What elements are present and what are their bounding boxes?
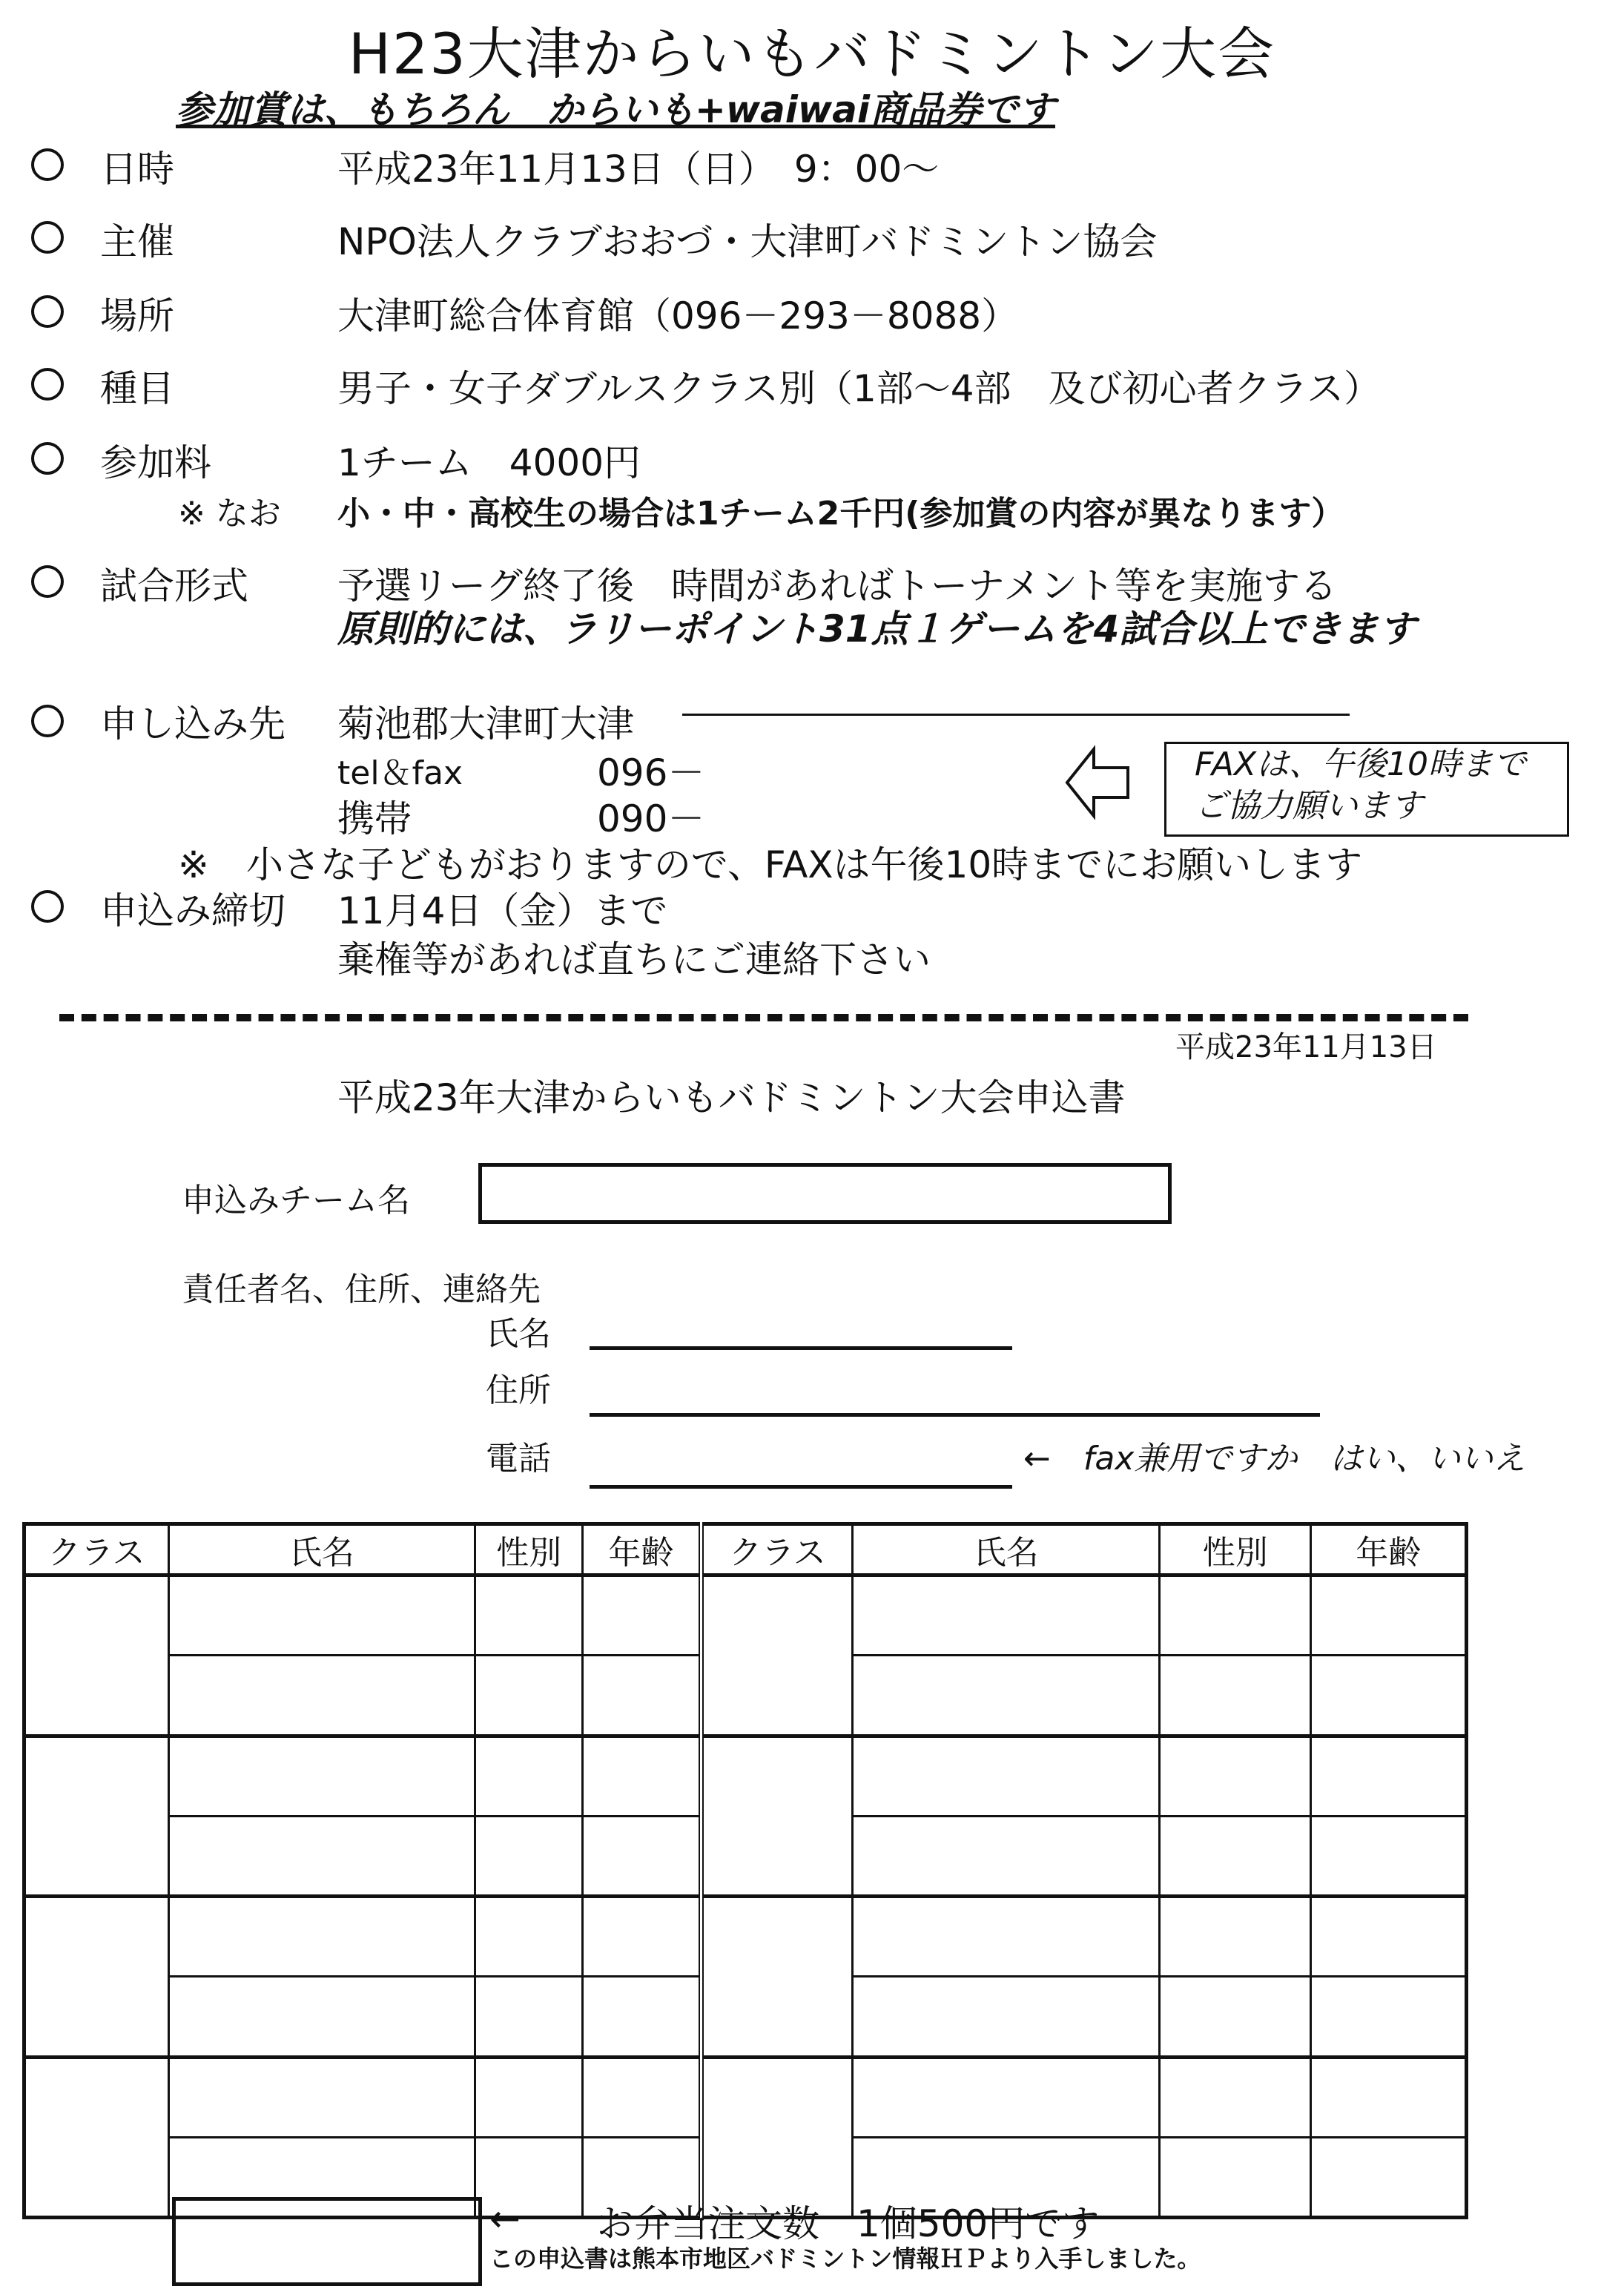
gender-cell[interactable] bbox=[1159, 1816, 1310, 1896]
name-cell[interactable] bbox=[853, 1575, 1160, 1656]
class-cell[interactable] bbox=[701, 1736, 853, 1897]
age-cell[interactable] bbox=[583, 1977, 702, 2057]
col-gender: 性別 bbox=[475, 1524, 583, 1575]
col-class: クラス bbox=[701, 1524, 853, 1575]
name-cell[interactable] bbox=[853, 1897, 1160, 1977]
venue-label: 場所 bbox=[100, 294, 174, 337]
class-cell[interactable] bbox=[24, 1575, 169, 1736]
contact-note: ※ 小さな子どもがおりますので、FAXは午後10時までにお願いします bbox=[178, 843, 1363, 886]
rep-name-field[interactable] bbox=[590, 1346, 1012, 1350]
bullet-circle-icon bbox=[31, 221, 64, 254]
contact-label: 申し込み先 bbox=[100, 702, 285, 745]
name-cell[interactable] bbox=[168, 1575, 475, 1656]
col-name: 氏名 bbox=[168, 1524, 475, 1575]
table-row bbox=[24, 1897, 1467, 1977]
rep-phone-label: 電話 bbox=[486, 1440, 551, 1478]
fax-question: ← fax兼用ですか はい、いいえ bbox=[1023, 1440, 1526, 1478]
rep-address-label: 住所 bbox=[486, 1371, 551, 1409]
team-name-field[interactable] bbox=[478, 1163, 1172, 1224]
fee-note-prefix: ※ なお bbox=[178, 495, 281, 533]
bento-arrow: ← bbox=[489, 2197, 521, 2240]
col-age: 年齢 bbox=[1311, 1524, 1467, 1575]
name-cell[interactable] bbox=[168, 1816, 475, 1896]
bullet-circle-icon bbox=[31, 295, 64, 328]
rep-address-field[interactable] bbox=[590, 1413, 1320, 1417]
age-cell[interactable] bbox=[583, 1575, 702, 1656]
name-cell[interactable] bbox=[853, 1816, 1160, 1896]
strikeout-line bbox=[682, 714, 1350, 716]
deadline-value: 11月4日（金）まで bbox=[337, 889, 668, 932]
table-header-row bbox=[24, 1524, 1467, 1575]
gender-cell[interactable] bbox=[475, 1897, 583, 1977]
class-cell[interactable] bbox=[701, 1897, 853, 2058]
mobile-value: 090－ bbox=[597, 797, 705, 840]
table-row bbox=[24, 1575, 1467, 1656]
name-cell[interactable] bbox=[853, 2057, 1160, 2137]
name-cell[interactable] bbox=[168, 1656, 475, 1736]
col-gender: 性別 bbox=[1159, 1524, 1310, 1575]
name-cell[interactable] bbox=[168, 1736, 475, 1816]
class-cell[interactable] bbox=[24, 1897, 169, 2058]
contact-address: 菊池郡大津町大津 bbox=[337, 702, 634, 745]
age-cell[interactable] bbox=[1311, 2057, 1467, 2137]
gender-cell[interactable] bbox=[1159, 1977, 1310, 2057]
organizer-label: 主催 bbox=[100, 220, 174, 263]
name-cell[interactable] bbox=[168, 2057, 475, 2137]
gender-cell[interactable] bbox=[1159, 1736, 1310, 1816]
date-value: 平成23年11月13日（日） 9：00～ bbox=[337, 148, 940, 191]
date-label: 日時 bbox=[100, 148, 174, 191]
fax-callout-line1: FAXは、午後10時まで bbox=[1195, 745, 1526, 783]
fee-value: 1チーム 4000円 bbox=[337, 441, 641, 484]
format-line2: 原則的には、ラリーポイント31点１ゲームを4試合以上できます bbox=[337, 607, 1416, 651]
name-cell[interactable] bbox=[168, 1897, 475, 1977]
bullet-circle-icon bbox=[31, 890, 64, 923]
name-cell[interactable] bbox=[853, 1656, 1160, 1736]
team-name-label: 申込みチーム名 bbox=[182, 1182, 410, 1219]
col-class: クラス bbox=[24, 1524, 169, 1575]
bento-count-field[interactable] bbox=[172, 2197, 482, 2286]
format-line1: 予選リーグ終了後 時間があればトーナメント等を実施する bbox=[337, 564, 1337, 607]
gender-cell[interactable] bbox=[1159, 1656, 1310, 1736]
class-cell[interactable] bbox=[24, 1736, 169, 1897]
left-arrow-icon bbox=[1064, 742, 1131, 823]
bullet-circle-icon bbox=[31, 705, 64, 737]
age-cell[interactable] bbox=[1311, 1977, 1467, 2057]
mobile-label: 携帯 bbox=[337, 797, 412, 840]
subtitle: 参加賞は、もちろん からいも+waiwai商品券です bbox=[175, 88, 1056, 131]
gender-cell[interactable] bbox=[1159, 2057, 1310, 2137]
bullet-circle-icon bbox=[31, 148, 64, 181]
event-value: 男子・女子ダブルスクラス別（1部～4部 及び初心者クラス） bbox=[337, 367, 1382, 410]
class-cell[interactable] bbox=[24, 2057, 169, 2218]
format-label: 試合形式 bbox=[100, 564, 248, 607]
age-cell[interactable] bbox=[583, 1816, 702, 1896]
fax-callout-line2: ご協力願います bbox=[1195, 787, 1423, 825]
responsible-label: 責任者名、住所、連絡先 bbox=[182, 1271, 541, 1308]
form-title: 平成23年大津からいもバドミントン大会申込書 bbox=[337, 1076, 1126, 1119]
bento-text: お弁当注文数 1個500円です bbox=[597, 2202, 1100, 2245]
age-cell[interactable] bbox=[1311, 1575, 1467, 1656]
footer-source: この申込書は熊本市地区バドミントン情報ＨＰより入手しました。 bbox=[489, 2245, 1201, 2273]
telfax-label: tel＆fax bbox=[337, 754, 463, 792]
name-cell[interactable] bbox=[853, 1977, 1160, 2057]
organizer-value: NPO法人クラブおおづ・大津町バドミントン協会 bbox=[337, 220, 1158, 263]
gender-cell[interactable] bbox=[475, 1656, 583, 1736]
age-cell[interactable] bbox=[1311, 1736, 1467, 1816]
form-date: 平成23年11月13日 bbox=[1175, 1030, 1437, 1064]
deadline-note: 棄権等があれば直ちにご連絡下さい bbox=[337, 938, 931, 981]
deadline-label: 申込み締切 bbox=[100, 889, 285, 932]
age-cell[interactable] bbox=[583, 1736, 702, 1816]
fee-label: 参加料 bbox=[100, 441, 211, 484]
gender-cell[interactable] bbox=[475, 1575, 583, 1656]
name-cell[interactable] bbox=[853, 1736, 1160, 1816]
table-row bbox=[24, 1736, 1467, 1816]
gender-cell[interactable] bbox=[475, 1977, 583, 2057]
gender-cell[interactable] bbox=[1159, 1897, 1310, 1977]
fax-callout-box bbox=[1164, 742, 1569, 837]
age-cell[interactable] bbox=[1311, 1816, 1467, 1896]
cut-line-divider bbox=[59, 1014, 1468, 1021]
fee-note-text: 小・中・高校生の場合は1チーム2千円(参加賞の内容が異なります） bbox=[337, 495, 1344, 533]
age-cell[interactable] bbox=[583, 2057, 702, 2137]
table-row bbox=[24, 2057, 1467, 2137]
venue-value: 大津町総合体育館（096－293－8088） bbox=[337, 294, 1019, 337]
entry-table bbox=[22, 1522, 1468, 2219]
age-cell[interactable] bbox=[1311, 1656, 1467, 1736]
gender-cell[interactable] bbox=[1159, 1575, 1310, 1656]
gender-cell[interactable] bbox=[1159, 2137, 1310, 2217]
age-cell[interactable] bbox=[583, 1897, 702, 1977]
rep-name-label: 氏名 bbox=[486, 1315, 551, 1353]
age-cell[interactable] bbox=[1311, 2137, 1467, 2217]
col-age: 年齢 bbox=[583, 1524, 702, 1575]
rep-phone-field[interactable] bbox=[590, 1485, 1012, 1489]
age-cell[interactable] bbox=[1311, 1897, 1467, 1977]
gender-cell[interactable] bbox=[475, 2057, 583, 2137]
col-name: 氏名 bbox=[853, 1524, 1160, 1575]
bullet-circle-icon bbox=[31, 368, 64, 401]
bullet-circle-icon bbox=[31, 565, 64, 598]
age-cell[interactable] bbox=[583, 1656, 702, 1736]
gender-cell[interactable] bbox=[475, 1736, 583, 1816]
telfax-value: 096－ bbox=[597, 751, 705, 794]
name-cell[interactable] bbox=[168, 1977, 475, 2057]
gender-cell[interactable] bbox=[475, 1816, 583, 1896]
event-label: 種目 bbox=[100, 367, 174, 410]
bullet-circle-icon bbox=[31, 442, 64, 475]
page-title: H23大津からいもバドミントン大会 bbox=[348, 21, 1276, 87]
class-cell[interactable] bbox=[701, 1575, 853, 1736]
